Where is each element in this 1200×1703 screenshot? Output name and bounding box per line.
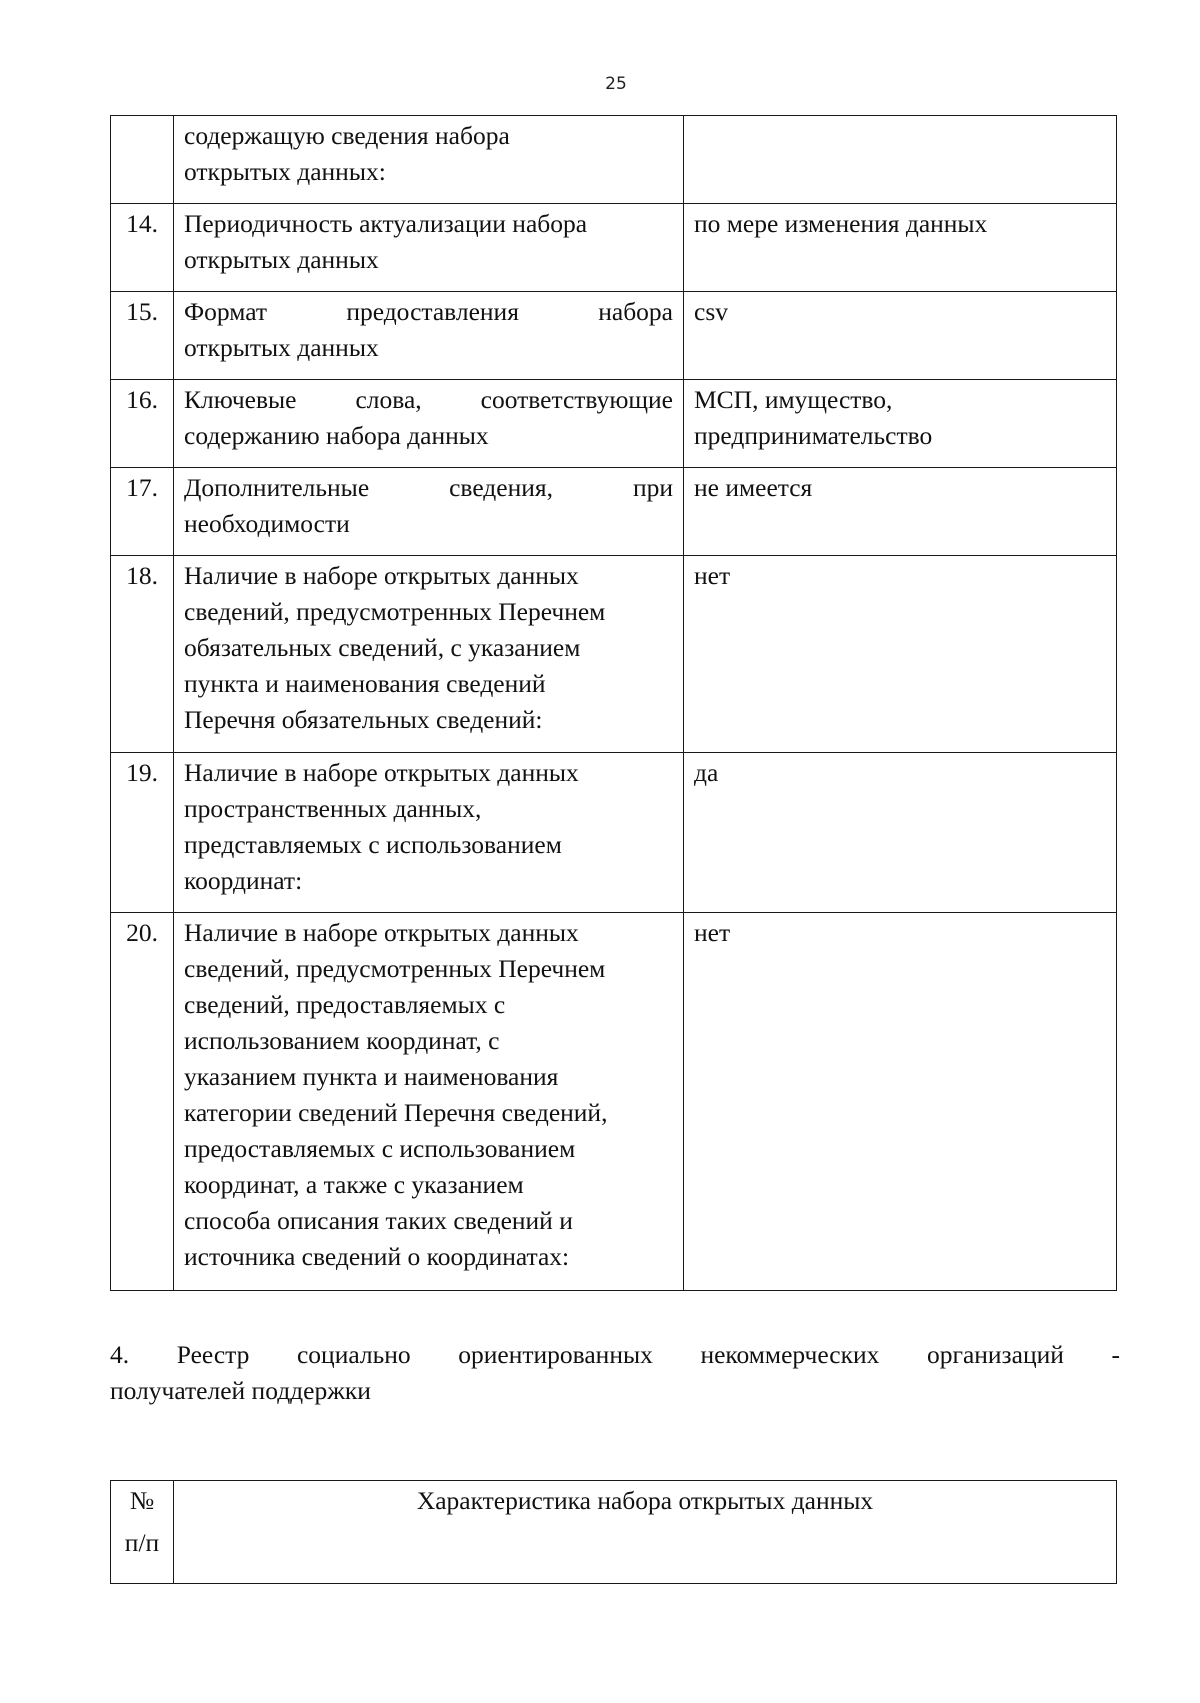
row-label-line: использованием координат, с: [184, 1026, 500, 1055]
page-number: 25: [605, 74, 627, 94]
row-value: [684, 913, 1117, 1291]
row-number: 20.: [111, 913, 174, 1291]
row-label-line: координат:: [184, 866, 303, 895]
row-label-line: Наличие в наборе открытых данных: [184, 918, 579, 947]
row-label: [174, 753, 684, 913]
row-label-line: представляемых с использованием: [184, 830, 562, 859]
row-value-line: нет: [694, 561, 731, 590]
row-value-line: нет: [694, 918, 731, 947]
table-row: [111, 468, 1117, 556]
row-label: [174, 468, 684, 556]
row-label-line: Дополнительные сведения, при: [184, 473, 673, 502]
row-value: [684, 292, 1117, 380]
row-label-line: сведений, предусмотренных Перечнем: [184, 954, 606, 983]
row-label-line: Ключевые слова, соответствующие: [184, 385, 673, 414]
row-value-line: не имеется: [694, 473, 813, 502]
row-value-line: да: [694, 758, 719, 787]
row-label-line: обязательных сведений, с указанием: [184, 633, 581, 662]
row-label-line: Наличие в наборе открытых данных: [184, 561, 579, 590]
row-label-line: предоставляемых с использованием: [184, 1134, 576, 1163]
table-row: [111, 380, 1117, 468]
row-label-line: открытых данных: [184, 333, 379, 362]
row-label-line: сведений, предоставляемых с: [184, 990, 506, 1019]
table-row: [111, 116, 1117, 204]
column-header-number-line: п/п: [124, 1528, 160, 1557]
row-label: [174, 556, 684, 753]
row-label-line: Формат предоставления набора: [184, 297, 673, 326]
row-label-line: источника сведений о координатах:: [184, 1242, 570, 1271]
row-number: [111, 116, 174, 204]
row-label-line: необходимости: [184, 509, 350, 538]
row-label: [174, 292, 684, 380]
row-label-line: Периодичность актуализации набора: [184, 209, 588, 238]
row-label: [174, 204, 684, 292]
row-value: [684, 753, 1117, 913]
row-value: [684, 556, 1117, 753]
table-row: [111, 913, 1117, 1291]
row-label-line: способа описания таких сведений и: [184, 1206, 573, 1235]
row-value: [684, 380, 1117, 468]
registry-characteristics-table: [110, 1480, 1117, 1584]
row-number: 18.: [111, 556, 174, 753]
row-label-line: Наличие в наборе открытых данных: [184, 758, 579, 787]
row-label: [174, 380, 684, 468]
row-label-line: Перечня обязательных сведений:: [184, 705, 543, 734]
row-label-line: пространственных данных,: [184, 794, 482, 823]
row-value: [684, 468, 1117, 556]
row-label-line: указанием пункта и наименования: [184, 1062, 559, 1091]
table-row: [111, 292, 1117, 380]
row-number: 17.: [111, 468, 174, 556]
section-heading: [110, 1337, 1120, 1409]
dataset-characteristics-table: [110, 115, 1117, 1291]
table-row: [111, 204, 1117, 292]
table-row: [111, 753, 1117, 913]
row-label-line: сведений, предусмотренных Перечнем: [184, 597, 606, 626]
column-header-number: [111, 1481, 174, 1584]
row-label-line: содержанию набора данных: [184, 421, 489, 450]
table-header-row: [111, 1481, 1117, 1584]
column-header-title: Характеристика набора открытых данных: [174, 1481, 1117, 1584]
row-value-line: по мере изменения данных: [694, 209, 988, 238]
row-value-line: МСП, имущество,: [694, 385, 893, 414]
row-number: 19.: [111, 753, 174, 913]
row-label: [174, 116, 684, 204]
row-label-line: категории сведений Перечня сведений,: [184, 1098, 608, 1127]
table-row: [111, 556, 1117, 753]
row-label-line: содержащую сведения набора: [184, 121, 510, 150]
row-label-line: пункта и наименования сведений: [184, 669, 546, 698]
section-heading-line: 4. Реестр социально ориентированных некоммерческих организаций -: [110, 1340, 1120, 1369]
row-label-line: координат, а также с указанием: [184, 1170, 524, 1199]
row-value-line: csv: [694, 297, 728, 326]
row-label-line: открытых данных:: [184, 157, 386, 186]
row-label: [174, 913, 684, 1291]
row-number: 14.: [111, 204, 174, 292]
row-label-line: открытых данных: [184, 245, 379, 274]
column-header-number-line: №: [129, 1486, 155, 1515]
section-heading-line: получателей поддержки: [110, 1376, 371, 1405]
row-value: [684, 116, 1117, 204]
row-value: [684, 204, 1117, 292]
row-value-line: предпринимательство: [694, 421, 933, 450]
row-number: 16.: [111, 380, 174, 468]
row-number: 15.: [111, 292, 174, 380]
